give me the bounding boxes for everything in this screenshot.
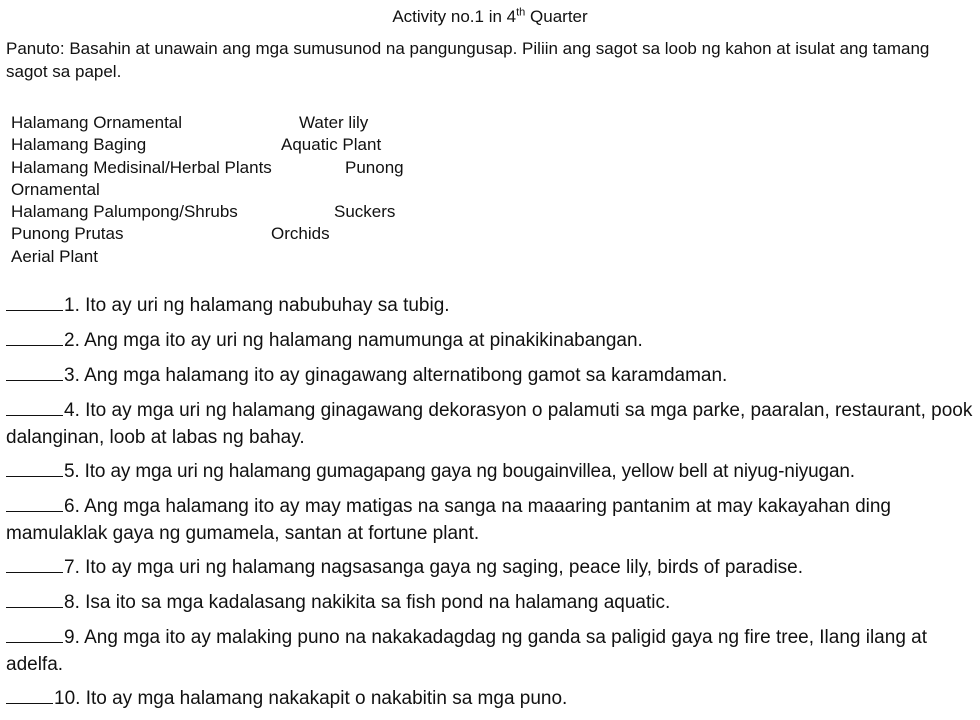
choice-item: Halamang Ornamental bbox=[11, 113, 183, 132]
choice-item: Water lily bbox=[299, 113, 369, 132]
answer-blank[interactable] bbox=[6, 589, 63, 608]
question-item bbox=[6, 458, 978, 485]
answer-blank[interactable] bbox=[6, 624, 63, 643]
choice-row bbox=[11, 112, 431, 134]
question-text: 2. Ang mga ito ay uri ng halamang namumunga at pinakikinabangan. bbox=[64, 330, 643, 351]
choice-item: Punong Prutas bbox=[11, 224, 124, 244]
choice-row bbox=[11, 157, 431, 179]
answer-blank[interactable] bbox=[6, 362, 63, 381]
choice-row bbox=[11, 134, 431, 156]
answer-blank[interactable] bbox=[6, 458, 63, 477]
title-prefix: Activity no.1 in 4 bbox=[392, 7, 517, 26]
question-item bbox=[6, 589, 978, 616]
answer-blank[interactable] bbox=[6, 554, 63, 573]
choice-row bbox=[11, 246, 431, 268]
question-text: 4. Ito ay mga uri ng halamang ginagawang dekorasyon o palamuti sa mga parke, paaralan, restaurant, pook dalanginan, loob at labas ng bahay. bbox=[6, 400, 973, 448]
question-item bbox=[6, 327, 978, 354]
choice-item: Halamang Palumpong/Shrubs bbox=[11, 202, 238, 222]
question-item bbox=[6, 397, 978, 451]
choice-item: Aerial Plant bbox=[11, 246, 98, 266]
choice-item: Aquatic Plant bbox=[281, 135, 382, 155]
choice-row bbox=[11, 201, 431, 223]
page-title bbox=[0, 6, 980, 28]
question-item bbox=[6, 685, 978, 712]
question-item bbox=[6, 493, 978, 547]
choice-row bbox=[11, 179, 431, 201]
instructions-paragraph: Panuto: Basahin at unawain ang mga sumusunod na pangungusap. Piliin ang sagot sa loob ng kahon at isulat ang tamang sagot sa papel. bbox=[6, 39, 930, 81]
answer-blank[interactable] bbox=[6, 327, 63, 346]
title-superscript: th bbox=[516, 6, 526, 19]
choice-item: Suckers bbox=[334, 202, 396, 222]
question-text: 7. Ito ay mga uri ng halamang nagsasanga gaya ng saging, peace lily, birds of paradise. bbox=[64, 557, 804, 578]
answer-blank[interactable] bbox=[6, 493, 63, 512]
question-item bbox=[6, 624, 978, 678]
choice-item: Ornamental bbox=[11, 179, 100, 199]
question-item bbox=[6, 362, 978, 389]
question-text: 6. Ang mga halamang ito ay may matigas na sanga na maaaring pantanim at may kakayahan ding mamulaklak gaya ng gumamela, santan at fortune plant. bbox=[6, 496, 892, 544]
answer-blank[interactable] bbox=[6, 685, 53, 704]
choice-item: Orchids bbox=[271, 224, 330, 244]
choice-item: Halamang Baging bbox=[11, 135, 147, 155]
question-item bbox=[6, 292, 978, 319]
question-text: 8. Isa ito sa mga kadalasang nakikita sa fish pond na halamang aquatic. bbox=[64, 592, 671, 613]
title-suffix: Quarter bbox=[525, 7, 588, 26]
question-text: 3. Ang mga halamang ito ay ginagawang alternatibong gamot sa karamdaman. bbox=[64, 365, 728, 386]
question-text: 1. Ito ay uri ng halamang nabubuhay sa tubig. bbox=[64, 295, 450, 316]
choice-item: Punong bbox=[345, 157, 404, 177]
question-item bbox=[6, 554, 978, 581]
answer-blank[interactable] bbox=[6, 397, 63, 416]
choice-row bbox=[11, 223, 431, 245]
question-text: 5. Ito ay mga uri ng halamang gumagapang gaya ng bougainvillea, yellow bell at niyug-niyugan. bbox=[64, 461, 855, 482]
answer-blank[interactable] bbox=[6, 292, 63, 311]
question-text: 10. Ito ay mga halamang nakakapit o nakabitin sa mga puno. bbox=[54, 688, 568, 709]
question-text: 9. Ang mga ito ay malaking puno na nakakadagdag ng ganda sa paligid gaya ng fire tree, Ilang ilang at adelfa. bbox=[6, 627, 928, 675]
choice-item: Halamang Medisinal/Herbal Plants bbox=[11, 157, 272, 177]
question-list bbox=[6, 292, 978, 720]
choices-box bbox=[11, 112, 431, 268]
